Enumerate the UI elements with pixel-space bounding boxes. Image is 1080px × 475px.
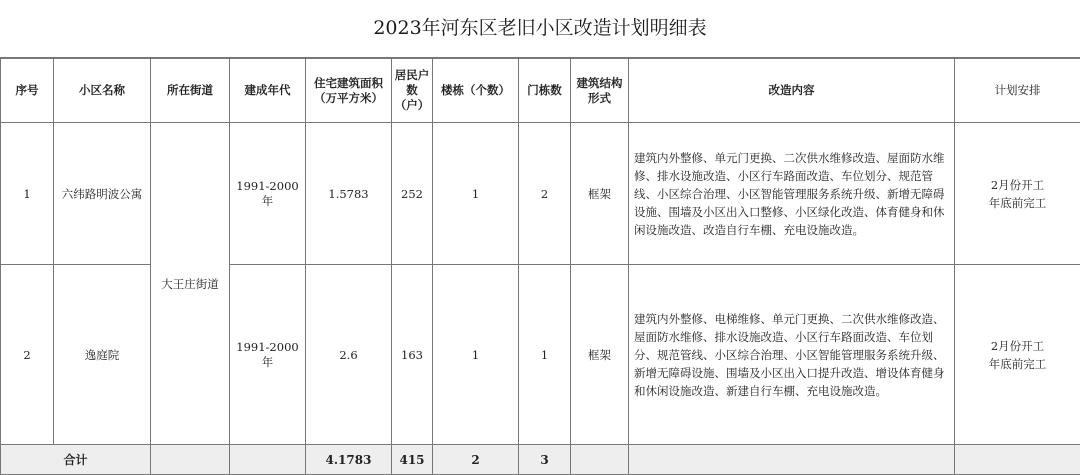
cell-year: 1991-2000年 (230, 265, 306, 445)
total-row (1, 445, 1080, 475)
renovation-plan-table (0, 58, 1080, 475)
header-seq: 序号 (1, 59, 54, 123)
header-structure: 建筑结构形式 (571, 59, 629, 123)
header-content: 改造内容 (629, 59, 955, 123)
cell-schedule: 2月份开工 年底前完工 (955, 265, 1080, 445)
total-households: 415 (392, 445, 433, 475)
cell-area: 1.5783 (306, 123, 392, 265)
cell-structure: 框架 (571, 123, 629, 265)
header-units: 门栋数 (519, 59, 571, 123)
cell-area: 2.6 (306, 265, 392, 445)
cell-seq: 1 (1, 123, 54, 265)
cell-seq: 2 (1, 265, 54, 445)
cell-units: 2 (519, 123, 571, 265)
cell-units: 1 (519, 265, 571, 445)
total-units: 3 (519, 445, 571, 475)
header-name: 小区名称 (54, 59, 151, 123)
header-row (1, 59, 1080, 123)
table-title: 2023年河东区老旧小区改造计划明细表 (0, 0, 1080, 58)
cell-households: 163 (392, 265, 433, 445)
cell-year: 1991-2000年 (230, 123, 306, 265)
cell-content: 建筑内外整修、单元门更换、二次供水维修改造、屋面防水维修、排水设施改造、小区行车路面改造、车位划分、规范管线、小区综合治理、小区智能管理服务系统升级、新增无障碍设施、围墙及小区出入口整修、小区绿化改造、体育健身和休闲设施改造、改造自行车棚、充电设施改造。 (629, 123, 955, 265)
total-street-empty (151, 445, 230, 475)
cell-street: 大王庄街道 (151, 123, 230, 445)
cell-name: 六纬路明波公寓 (54, 123, 151, 265)
header-area: 住宅建筑面积（万平方米） (306, 59, 392, 123)
header-schedule: 计划安排 (955, 59, 1080, 123)
cell-households: 252 (392, 123, 433, 265)
total-schedule-empty (955, 445, 1080, 475)
cell-buildings: 1 (433, 265, 519, 445)
total-buildings: 2 (433, 445, 519, 475)
total-year-empty (230, 445, 306, 475)
table-row (1, 123, 1080, 265)
header-households: 居民户数（户） (392, 59, 433, 123)
total-structure-empty (571, 445, 629, 475)
total-area: 4.1783 (306, 445, 392, 475)
cell-content: 建筑内外整修、电梯维修、单元门更换、二次供水维修改造、屋面防水维修、排水设施改造、小区行车路面改造、车位划分、规范管线、小区综合治理、小区智能管理服务系统升级、新增无障碍设施、围墙及小区出入口提升改造、增设体育健身和休闲设施改造、新建自行车棚、充电设施改造。 (629, 265, 955, 445)
cell-buildings: 1 (433, 123, 519, 265)
total-label: 合计 (1, 445, 151, 475)
cell-schedule: 2月份开工 年底前完工 (955, 123, 1080, 265)
header-year: 建成年代 (230, 59, 306, 123)
header-street: 所在街道 (151, 59, 230, 123)
cell-name: 逸庭院 (54, 265, 151, 445)
total-content-empty (629, 445, 955, 475)
header-buildings: 楼栋（个数） (433, 59, 519, 123)
cell-structure: 框架 (571, 265, 629, 445)
